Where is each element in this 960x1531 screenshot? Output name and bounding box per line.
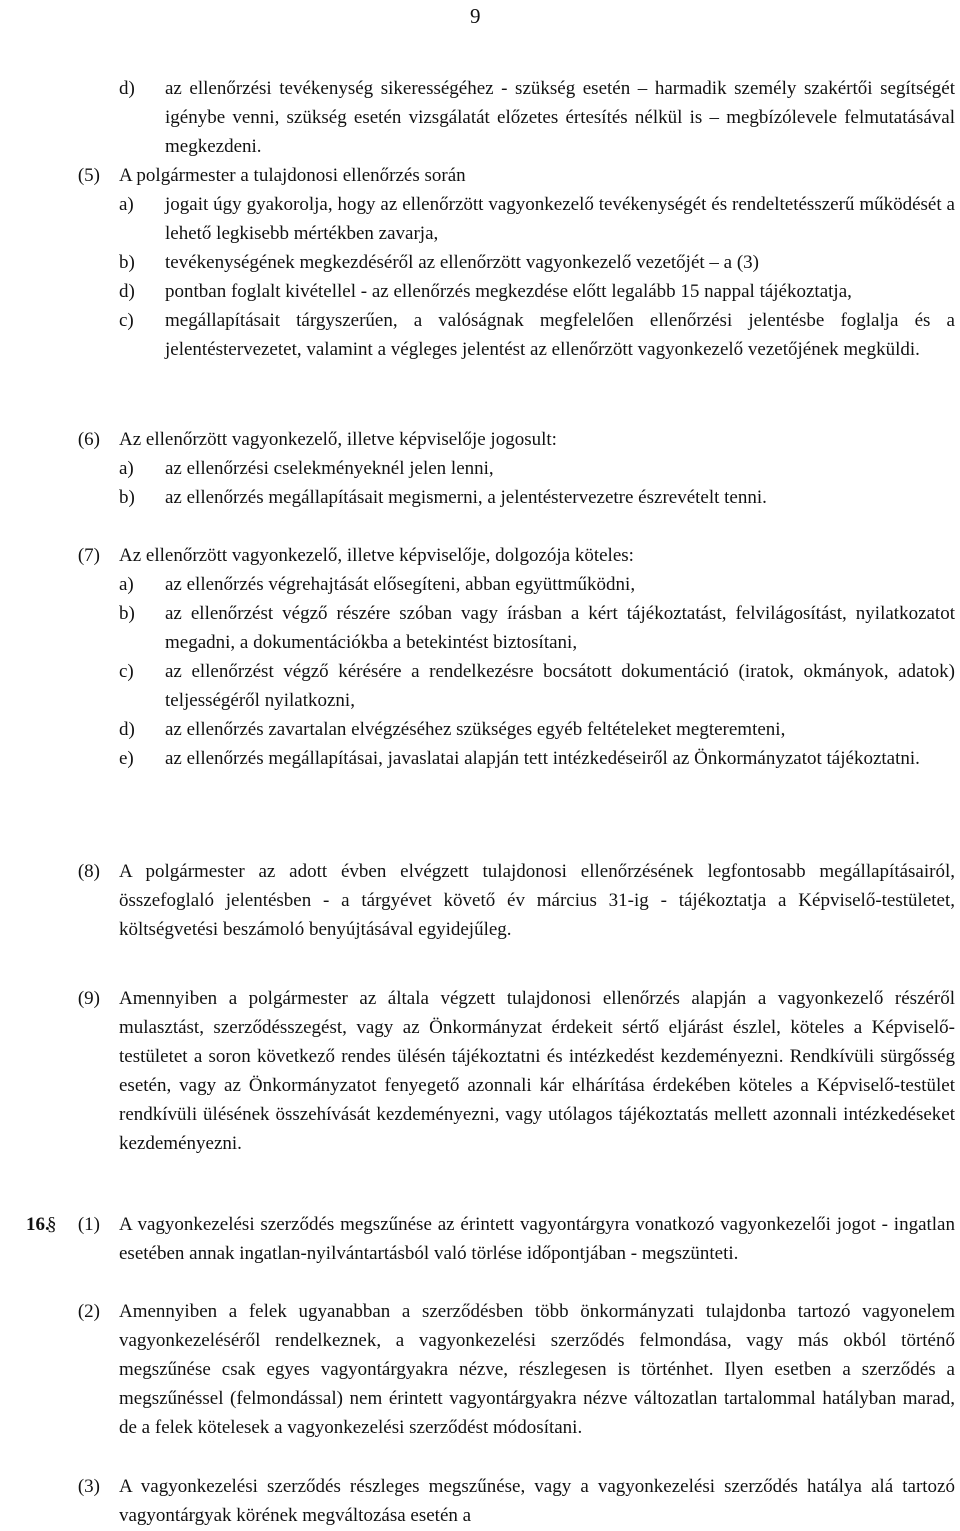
item-text: az ellenőrzés megállapításait megismerni, a jelentéstervezetre észrevételt tenni. — [165, 487, 767, 508]
list-item — [0, 715, 960, 744]
list-item — [0, 190, 960, 248]
section-16-paragraph-3 — [0, 1472, 960, 1530]
item-label: c) — [119, 661, 134, 682]
paragraph-9 — [0, 984, 960, 1158]
item-label: b) — [119, 603, 135, 624]
item-label: b) — [119, 252, 135, 273]
item-text: az ellenőrzést végző részére szóban vagy írásban a kért tájékoztatást, felvilágosítást, nyilatkozatot megadni, a dokumentációkba a betekintést biztosítani, — [165, 603, 955, 653]
page-number: 9 — [470, 4, 481, 28]
item-text: jogait úgy gyakorolja, hogy az ellenőrzött vagyonkezelő tevékenységét és rendeltetésszerű működését a lehető legkisebb mértékben zavarja, — [165, 194, 955, 244]
list-item — [0, 306, 960, 364]
paragraph-number: (3) — [77, 1476, 100, 1497]
paragraph-6 — [0, 425, 960, 512]
item-text: pontban foglalt kivétellel - az ellenőrzés megkezdése előtt legalább 15 nappal tájékoztatja, — [165, 281, 852, 302]
list-item — [0, 277, 960, 306]
item-label: d) — [119, 719, 135, 740]
paragraph-5 — [0, 161, 960, 364]
list-item — [0, 657, 960, 715]
list-item — [0, 744, 960, 773]
list-item — [0, 570, 960, 599]
paragraph-number: (9) — [77, 988, 100, 1009]
item-label: d) — [119, 78, 135, 99]
paragraph-number: (5) — [77, 165, 100, 186]
item-label: a) — [119, 458, 134, 479]
paragraph-text: Az ellenőrzött vagyonkezelő, illetve képviselője, dolgozója köteles: — [119, 545, 634, 566]
paragraph-text: Amennyiben a felek ugyanabban a szerződésben több önkormányzati tulajdonba tartozó vagyonelem vagyonkezeléséről rendelkeznek, a vagyonkezelési szerződés felmondása, vagy más okból történő megszűnése csak egyes vagyontárgyakra nézve, részlegesen is történhet. Ilyen esetben a szerződés a megszűnéssel (felmondással) nem érintett vagyontárgyakra nézve változatlan tartalommal hatályban marad, de a felek kötelesek a vagyonkezelési szerződést módosítani. — [119, 1301, 955, 1438]
item-label: b) — [119, 487, 135, 508]
list-item — [0, 483, 960, 512]
item-text: az ellenőrzést végző kérésére a rendelkezésre bocsátott dokumentáció (iratok, okmányok, adatok) teljességéről nyilatkozni, — [165, 661, 955, 711]
list-item — [0, 248, 960, 277]
item-top-d — [0, 74, 960, 161]
paragraph-number: (7) — [77, 545, 100, 566]
item-label: c) — [119, 310, 134, 331]
item-label: e) — [119, 748, 134, 769]
paragraph-number: (8) — [77, 861, 100, 882]
paragraph-7 — [0, 541, 960, 773]
paragraph-number: (1) — [77, 1214, 100, 1235]
item-label: a) — [119, 194, 134, 215]
item-text: az ellenőrzési tevékenység sikerességéhez - szükség esetén – harmadik személy szakértői segítségét igénybe venni, szükség esetén vizsgálatát előzetes értesítés nélkül is – megbízólevele felmutatásával megkezdeni. — [165, 78, 955, 157]
paragraph-text: A polgármester a tulajdonosi ellenőrzés során — [119, 165, 466, 186]
item-label: d) — [119, 281, 135, 302]
section-sign: § — [47, 1214, 57, 1235]
item-text: megállapításait tárgyszerűen, a valóságnak megfelelően ellenőrzési jelentésbe foglalja és a jelentéstervezetet, valamint a végleges jelentést az ellenőrzött vagyonkezelő vezetőjének megküldi. — [165, 310, 955, 360]
list-item — [0, 599, 960, 657]
section-16 — [0, 1210, 960, 1268]
list-item — [0, 454, 960, 483]
item-text: az ellenőrzés végrehajtását elősegíteni, abban együttműködni, — [165, 574, 636, 595]
paragraph-text: A polgármester az adott évben elvégzett tulajdonosi ellenőrzésének legfontosabb megállapításairól, összefoglaló jelentésben - a tárgyévet követő év március 31-ig - tájékoztatja a Képviselő-testületet, költségvetési beszámoló benyújtásával egyidejűleg. — [119, 861, 955, 940]
item-text: az ellenőrzés megállapításai, javaslatai alapján tett intézkedéseiről az Önkormányzatot tájékoztatni. — [165, 748, 920, 769]
section-number: 16. — [26, 1214, 50, 1235]
item-text: az ellenőrzés zavartalan elvégzéséhez szükséges egyéb feltételeket megteremteni, — [165, 719, 786, 740]
item-text: az ellenőrzési cselekményeknél jelen lenni, — [165, 458, 494, 479]
paragraph-text: Amennyiben a polgármester az általa végzett tulajdonosi ellenőrzés alapján a vagyonkezelő részéről mulasztást, szerződésszegést, vagy az Önkormányzat érdekeit sértő eljárást észlel, köteles a Képviselő-testületet a soron következő rendes ülésén tájékoztatni és intézkedést kezdeményezni. Rendkívüli sürgősség esetén, vagy az Önkormányzatot fenyegető azonnali kár elhárítása érdekében köteles a Képviselő-testület rendkívüli ülésének összehívását kezdeményezni, vagy utólagos tájékoztatás mellett azonnali intézkedéseket kezdeményezni. — [119, 988, 955, 1154]
paragraph-number: (2) — [77, 1301, 100, 1322]
list-item — [0, 74, 960, 161]
paragraph-8 — [0, 857, 960, 944]
paragraph-text: Az ellenőrzött vagyonkezelő, illetve képviselője jogosult: — [119, 429, 557, 450]
item-text: tevékenységének megkezdéséről az ellenőrzött vagyonkezelő vezetőjét – a (3) — [165, 252, 759, 273]
paragraph-text: A vagyonkezelési szerződés megszűnése az érintett vagyontárgyra vonatkozó vagyonkezelői jogot - ingatlan esetében annak ingatlan-nyilvántartásból való törlése időpontjában - megszünteti. — [119, 1214, 955, 1264]
paragraph-text: A vagyonkezelési szerződés részleges megszűnése, vagy a vagyonkezelési szerződés hatálya alá tartozó vagyontárgyak körének megváltozása esetén a — [119, 1476, 955, 1526]
item-label: a) — [119, 574, 134, 595]
paragraph-number: (6) — [77, 429, 100, 450]
section-16-paragraph-2 — [0, 1297, 960, 1442]
